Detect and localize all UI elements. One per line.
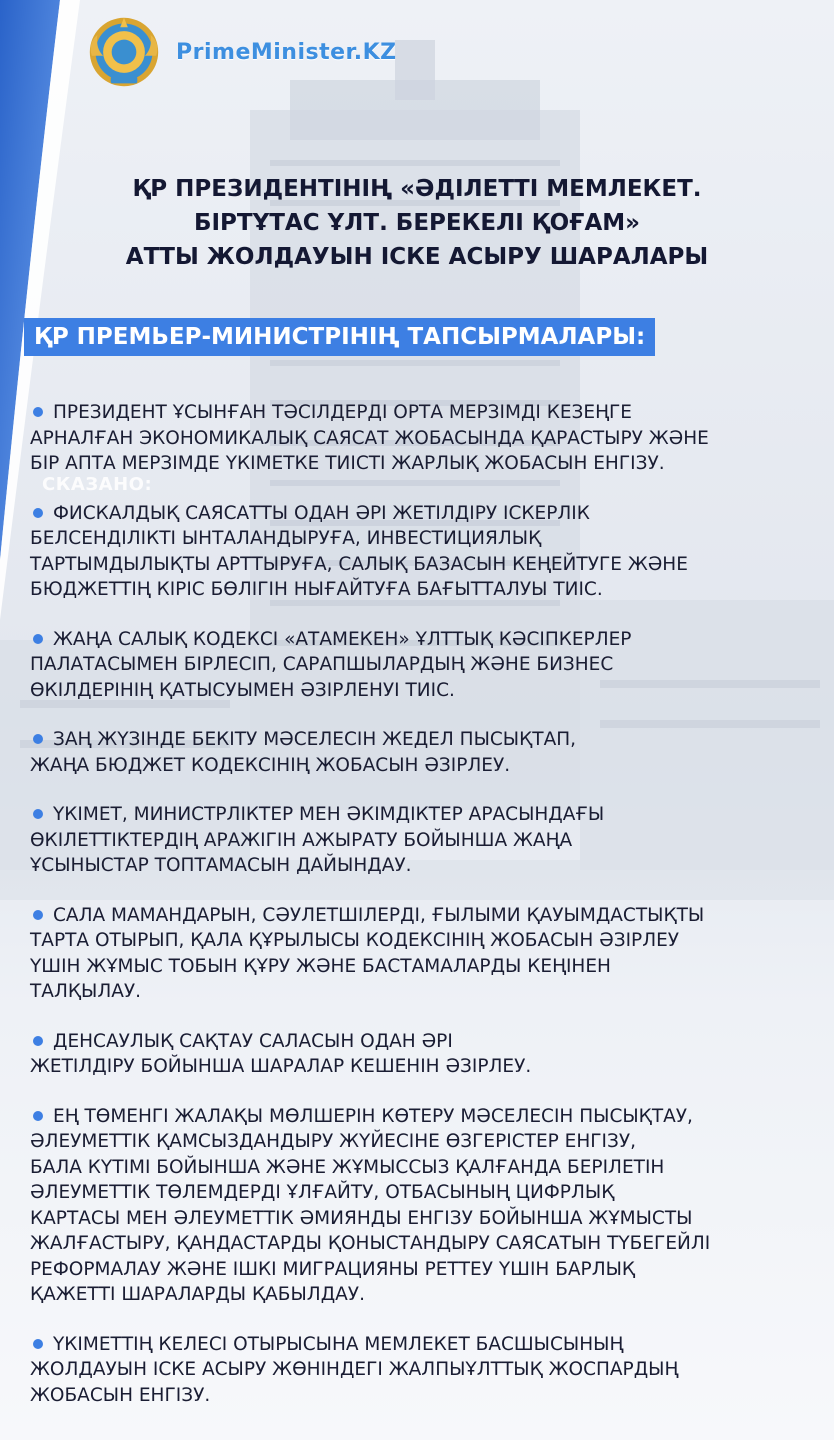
list-item	[30, 400, 810, 477]
list-item-line	[30, 1282, 810, 1308]
list-item-text: ҚАЖЕТТІ ШАРАЛАРДЫ ҚАБЫЛДАУ.	[30, 1284, 365, 1305]
list-item-line	[30, 1206, 810, 1232]
list-item-line	[30, 1180, 810, 1206]
list-item-line	[30, 1054, 810, 1080]
list-item-line	[30, 1383, 810, 1409]
list-item-text: ЕҢ ТӨМЕНГІ ЖАЛАҚЫ МӨЛШЕРІН КӨТЕРУ МӘСЕЛЕСІН ПЫСЫҚТАУ,	[53, 1105, 693, 1127]
background-text: СКАЗАНО:	[42, 474, 153, 495]
list-item	[30, 727, 810, 778]
list-item-text: ТАРТА ОТЫРЫП, ҚАЛА ҚҰРЫЛЫСЫ КОДЕКСІНІҢ ЖОБАСЫН ӘЗІРЛЕУ	[30, 930, 680, 951]
header	[86, 12, 397, 92]
list-item-text: ПАЛАТАСЫМЕН БІРЛЕСІП, САРАПШЫЛАРДЫҢ ЖӘНЕ БИЗНЕС	[30, 654, 614, 675]
list-item-line	[30, 853, 810, 879]
list-item-line	[30, 627, 810, 653]
bullet-icon	[33, 1111, 43, 1121]
list-item-line	[30, 979, 810, 1005]
list-item-text: КАРТАСЫ МЕН ӘЛЕУМЕТТІК ӘМИЯНДЫ ЕНГІЗУ БОЙЫНША ЖҰМЫСТЫ	[30, 1207, 693, 1229]
list-item-text: ӘЛЕУМЕТТІК ҚАМСЫЗДАНДЫРУ ЖҮЙЕСІНЕ ӨЗГЕРІСТЕР ЕНГІЗУ,	[30, 1131, 637, 1152]
list-item-line	[30, 1104, 810, 1130]
list-item-text: ҮШІН ЖҰМЫС ТОБЫН ҚҰРУ ЖӘНЕ БАСТАМАЛАРДЫ КЕҢІНЕН	[30, 955, 611, 977]
list-item-line	[30, 903, 810, 929]
list-item-text: ЖАҢА САЛЫҚ КОДЕКСІ «АТАМЕКЕН» ҰЛТТЫҚ КӘСІПКЕРЛЕР	[53, 628, 632, 650]
section-subtitle: ҚР ПРЕМЬЕР-МИНИСТРІНІҢ ТАПСЫРМАЛАРЫ:	[24, 318, 655, 356]
list-item-text: ТАРТЫМДЫЛЫҚТЫ АРТТЫРУҒА, САЛЫҚ БАЗАСЫН КЕҢЕЙТУГЕ ЖӘНЕ	[30, 553, 688, 575]
list-item	[30, 1332, 810, 1409]
list-item-line	[30, 678, 810, 704]
list-item-text: БАЛА КҮТІМІ БОЙЫНША ЖӘНЕ ЖҰМЫССЫЗ ҚАЛҒАНДА БЕРІЛЕТІН	[30, 1156, 665, 1178]
list-item-text: БЕЛСЕНДІЛІКТІ ЫНТАЛАНДЫРУҒА, ИНВЕСТИЦИЯЛЫҚ	[30, 528, 542, 549]
list-item-line	[30, 828, 810, 854]
list-item-line	[30, 1029, 810, 1055]
kazakhstan-state-emblem-icon	[86, 14, 162, 90]
list-item-line	[30, 577, 810, 603]
bullet-icon	[33, 1036, 43, 1046]
list-item-text: ЖАЛҒАСТЫРУ, ҚАНДАСТАРДЫ ҚОНЫСТАНДЫРУ САЯСАТЫН ТҮБЕГЕЙЛІ	[30, 1233, 711, 1254]
title-line: ҚР ПРЕЗИДЕНТІНІҢ «ӘДІЛЕТТІ МЕМЛЕКЕТ.	[132, 176, 702, 202]
bullet-icon	[33, 508, 43, 518]
list-item-line	[30, 501, 810, 527]
list-item-text: ЖЕТІЛДІРУ БОЙЫНША ШАРАЛАР КЕШЕНІН ӘЗІРЛЕУ.	[30, 1056, 532, 1077]
list-item-line	[30, 526, 810, 552]
site-name[interactable]: PrimeMinister.KZ	[176, 39, 397, 65]
subtitle-wrapper	[24, 318, 655, 356]
bullet-icon	[33, 734, 43, 744]
list-item-text: ЖАҢА БЮДЖЕТ КОДЕКСІНІҢ ЖОБАСЫН ӘЗІРЛЕУ.	[30, 754, 511, 776]
list-item-text: ӨКІЛДЕРІНІҢ ҚАТЫСУЫМЕН ӘЗІРЛЕНУІ ТИІС.	[30, 679, 455, 701]
list-item-text: ПРЕЗИДЕНТ ҰСЫНҒАН ТӘСІЛДЕРДІ ОРТА МЕРЗІМДІ КЕЗЕҢГЕ	[53, 402, 632, 423]
list-item	[30, 903, 810, 1005]
list-item-text: ДЕНСАУЛЫҚ САҚТАУ САЛАСЫН ОДАН ӘРІ	[53, 1030, 453, 1052]
list-item-line	[30, 1231, 810, 1257]
list-item-line	[30, 1155, 810, 1181]
title-line: АТТЫ ЖОЛДАУЫН ІСКЕ АСЫРУ ШАРАЛАРЫ	[125, 244, 709, 270]
list-item-line	[30, 400, 810, 426]
list-item-line	[30, 652, 810, 678]
list-item-text: ҰСЫНЫСТАР ТОПТАМАСЫН ДАЙЫНДАУ.	[30, 855, 412, 876]
list-item-text: ЖОБАСЫН ЕНГІЗУ.	[30, 1384, 211, 1406]
list-item-text: ФИСКАЛДЫҚ САЯСАТТЫ ОДАН ӘРІ ЖЕТІЛДІРУ ІСКЕРЛІК	[53, 502, 590, 524]
list-item	[30, 802, 810, 879]
list-item-text: ҮКІМЕТТІҢ КЕЛЕСІ ОТЫРЫСЫНА МЕМЛЕКЕТ БАСШЫСЫНЫҢ	[53, 1333, 624, 1355]
list-item-text: САЛА МАМАНДАРЫН, СӘУЛЕТШІЛЕРДІ, ҒЫЛЫМИ ҚАУЫМДАСТЫҚТЫ	[53, 904, 705, 926]
bullet-icon	[33, 1339, 43, 1349]
bullet-icon	[33, 407, 43, 417]
list-item-line	[30, 954, 810, 980]
list-item-text: ТАЛҚЫЛАУ.	[30, 981, 142, 1002]
list-item-line	[30, 451, 810, 477]
list-item-text: ҮКІМЕТ, МИНИСТРЛІКТЕР МЕН ӘКІМДІКТЕР АРАСЫНДАҒЫ	[53, 804, 605, 825]
list-item-line	[30, 928, 810, 954]
list-item	[30, 627, 810, 704]
list-item-text: ӘЛЕУМЕТТІК ТӨЛЕМДЕРДІ ҰЛҒАЙТУ, ОТБАСЫНЫҢ ЦИФРЛЫҚ	[30, 1182, 615, 1203]
list-item	[30, 1104, 810, 1308]
page-title	[0, 172, 834, 274]
list-item-text: РЕФОРМАЛАУ ЖӘНЕ ІШКІ МИГРАЦИЯНЫ РЕТТЕУ ҮШІН БАРЛЫҚ	[30, 1258, 636, 1280]
title-line: БІРТҰТАС ҰЛТ. БЕРЕКЕЛІ ҚОҒАМ»	[193, 210, 641, 236]
list-item-line	[30, 426, 810, 452]
list-item-text: БЮДЖЕТТІҢ КІРІС БӨЛІГІН НЫҒАЙТУҒА БАҒЫТТАЛУЫ ТИІС.	[30, 579, 603, 600]
list-item	[30, 1029, 810, 1080]
bullet-icon	[33, 634, 43, 644]
bullet-icon	[33, 910, 43, 920]
list-item-line	[30, 753, 810, 779]
list-item-text: ӨКІЛЕТТІКТЕРДІҢ АРАЖІГІН АЖЫРАТУ БОЙЫНША ЖАҢА	[30, 829, 573, 851]
bullet-icon	[33, 809, 43, 819]
list-item-text: ЖОЛДАУЫН ІСКЕ АСЫРУ ЖӨНІНДЕГІ ЖАЛПЫҰЛТТЫҚ ЖОСПАРДЫҢ	[30, 1359, 679, 1380]
list-item-text: БІР АПТА МЕРЗІМДЕ ҮКІМЕТКЕ ТИІСТІ ЖАРЛЫҚ ЖОБАСЫН ЕНГІЗУ.	[30, 453, 665, 474]
list-item-line	[30, 727, 810, 753]
list-item-line	[30, 1332, 810, 1358]
list-item	[30, 501, 810, 603]
list-item-text: ЗАҢ ЖҮЗІНДЕ БЕКІТУ МӘСЕЛЕСІН ЖЕДЕЛ ПЫСЫҚТАП,	[53, 729, 577, 750]
list-item-text: АРНАЛҒАН ЭКОНОМИКАЛЫҚ САЯСАТ ЖОБАСЫНДА ҚАРАСТЫРУ ЖӘНЕ	[30, 427, 709, 449]
task-list	[30, 400, 810, 1432]
list-item-line	[30, 802, 810, 828]
list-item-line	[30, 1257, 810, 1283]
list-item-line	[30, 552, 810, 578]
list-item-line	[30, 1357, 810, 1383]
list-item-line	[30, 1129, 810, 1155]
